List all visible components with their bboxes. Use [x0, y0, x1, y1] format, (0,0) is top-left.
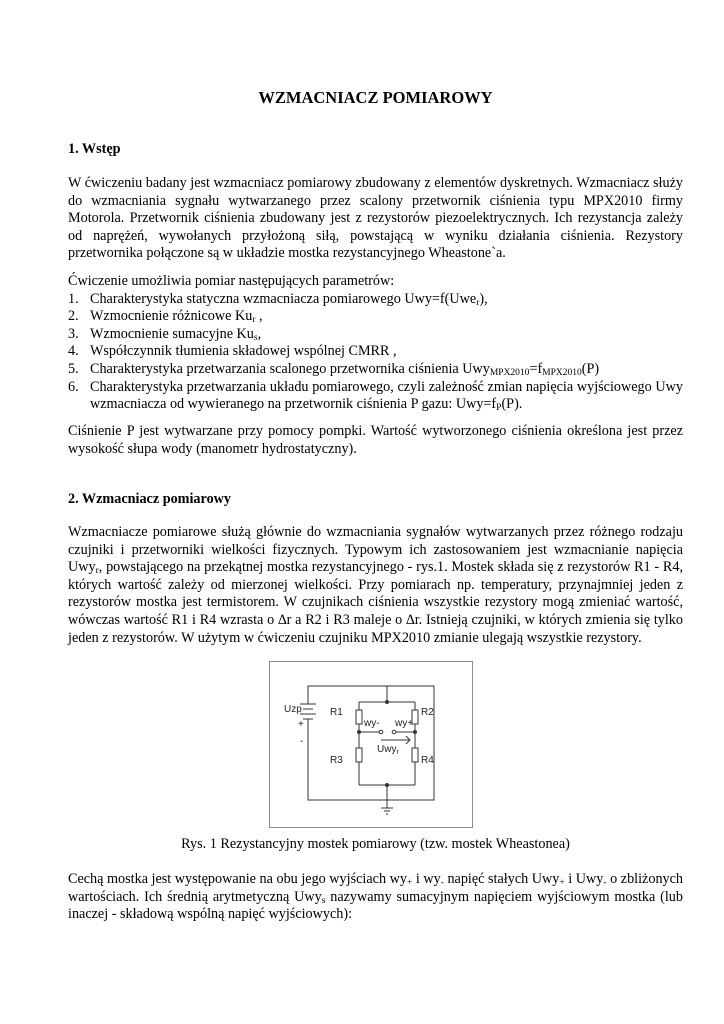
document-title: WZMACNIACZ POMIAROWY [258, 88, 493, 107]
wy-minus-label: wy- [364, 718, 380, 729]
r1-label: R1 [330, 707, 343, 718]
uzp-label: Uzp [284, 704, 302, 715]
figure-caption: Rys. 1 Rezystancyjny mostek pomiarowy (tzw. mostek Wheastonea) [181, 836, 570, 852]
list-item: 3. Wzmocnienie sumacyjne $Ku_s$, [68, 325, 262, 343]
wy-plus-label: wy+ [395, 718, 414, 729]
plus-label: + [298, 719, 304, 730]
list-item: 2. Wzmocnienie różnicowe $Ku_r$ , [68, 308, 263, 326]
r2-label: R2 [421, 707, 434, 718]
list-item: 4. Współczynnik tłumienia składowej wspólnej CMRR , [68, 343, 397, 360]
r3-label: R3 [330, 755, 343, 766]
section-1-heading: 1. Wstęp [68, 141, 121, 157]
wy-plus-terminal [392, 730, 396, 734]
minus-label: - [300, 736, 304, 747]
parameter-list-intro: Ćwiczenie umożliwia pomiar następujących parametrów: [68, 273, 395, 289]
list-item: 6. Charakterystyka przetwarzania układu pomiarowego, czyli zależność zmian napięcia wyjściowego Uwy wzmacniacza od wywieranego na przetwornik ciśnienia P gazu: $Uwy=f_P(P)$. [68, 378, 683, 414]
parameter-list-block [68, 273, 683, 414]
closing-paragraph: Cechą mostka jest występowanie na obu jego wyjściach $wy_+$ i $wy_-$ napięć stałych Uwy$_+$ i Uwy$_-$ o zbliżonych wartościach. Ich średnią arytmetyczną Uwy$_s$ nazywamy sumacyjnym napięciem wyjściowym mostka (lub inaczej - składową wspólną napięć wyjściowych): [68, 871, 684, 923]
section-2-heading: 2. Wzmacniacz pomiarowy [68, 491, 232, 507]
section-2-paragraph: Wzmacniacze pomiarowe służą głównie do wzmacniania sygnałów wytwarzanych przez różnego rodzaju czujniki i przetworniki wielkości fizycznych. Typowym ich zastosowaniem jest wzmacnianie napięcia Uwy$_r$, powstającego na przekątnej mostka rezystancyjnego - rys.1. Mostek składa się z rezystorów R1 - R4, których wartość zależy od mierzonej wielkości. Przy pomiarach np. temperatury, przynajmniej jeden z rezystorów mostka jest termistorem. W czujnikach ciśnienia wszystkie rezystory mogą zmieniać wartość, wówczas wartość R1 i R4 wzrasta o ∆r a R2 i R3 maleje o ∆r. Istnieją czujniki, w których zmienia się tylko jeden z rezystorów. W użytym w ćwiczeniu czujniku MPX2010 zmianie ulegają wszystkie rezystory. [68, 524, 683, 646]
list-item: 1. Charakterystyka statyczna wzmacniacza pomiarowego Uwy=f(Uwe$_r$), [68, 290, 488, 308]
r4-label: R4 [421, 755, 434, 766]
bridge-circuit-figure [269, 661, 473, 828]
r1-resistor [356, 710, 362, 724]
r3-resistor [356, 748, 362, 762]
section-1-paragraph-2: Ciśnienie P jest wytwarzane przy pomocy pompki. Wartość wytworzonego ciśnienia określona jest przez wysokość słupa wody (manometr hydrostatyczny). [68, 423, 683, 457]
wy-minus-terminal [379, 730, 383, 734]
r4-resistor [412, 748, 418, 762]
list-item: 5. Charakterystyka przetwarzania scalonego przetwornika ciśnienia $Uwy_{MPX2010}=f_{MPX2010}(P)$ [68, 360, 600, 378]
section-1-paragraph-1: W ćwiczeniu badany jest wzmacniacz pomiarowy zbudowany z elementów dyskretnych. Wzmacniacz służy do wzmacniania sygnału wytwarzanego przez scalony przetwornik ciśnienia typu MPX2010 firmy Motorola. Przetwornik ciśnienia zbudowany jest z rezystorów piezoelektrycznych. Ich rezystancja zależy od naprężeń, wywołanych przyłożoną siłą, powstającą w wyniku działania ciśnienia. Rezystory przetwornika połączone są w układzie mostka rezystancyjnego Wheastone`a. [68, 175, 683, 262]
bridge-circuit-diagram [270, 662, 472, 827]
uwy-label: Uwy$_r$ [377, 744, 399, 756]
document-page [68, 0, 683, 1024]
parameter-list [68, 291, 683, 414]
